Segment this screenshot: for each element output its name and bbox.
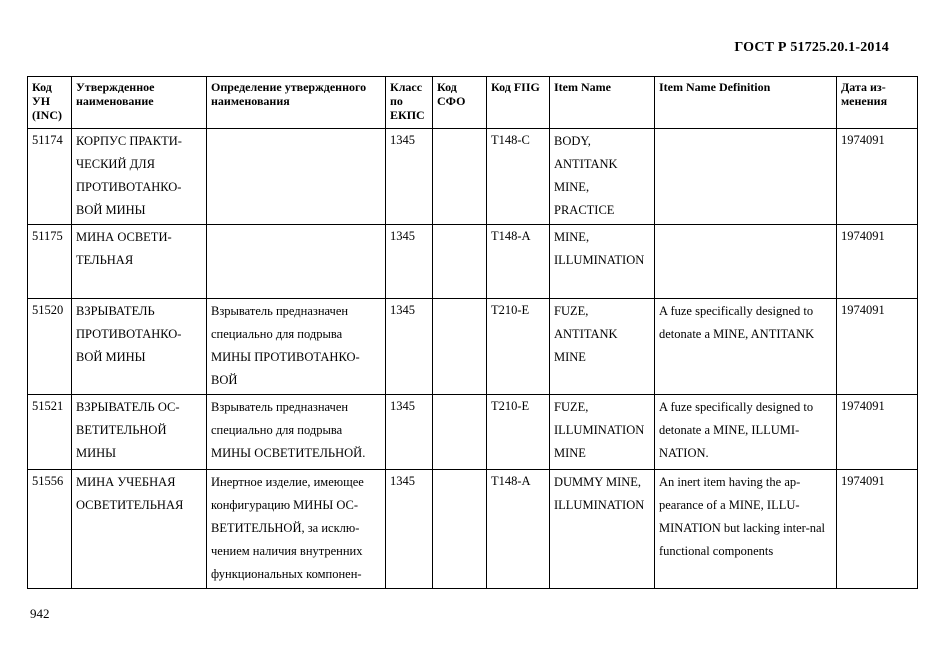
cell-approved-name: ВЗРЫВАТЕЛЬ ОС-ВЕТИТЕЛЬНОЙ МИНЫ xyxy=(72,395,207,470)
table-header xyxy=(28,77,918,129)
cell-change-date: 1974091 xyxy=(837,225,918,299)
cell-inc: 51521 xyxy=(28,395,72,470)
cell-inc: 51175 xyxy=(28,225,72,299)
header-ekps-class: Класс по ЕКПС xyxy=(386,77,433,129)
page-number: 942 xyxy=(30,606,50,621)
cell-ekps-class: 1345 xyxy=(386,395,433,470)
cell-ekps-class: 1345 xyxy=(386,129,433,225)
cell-item-name-definition xyxy=(655,225,837,299)
cell-fiig-code: T148-A xyxy=(487,225,550,299)
header-definition: Определение утвержденного наименования xyxy=(207,77,386,129)
table-row xyxy=(28,395,918,470)
cell-item-name: MINE, ILLUMINATION xyxy=(550,225,655,299)
cell-ekps-class: 1345 xyxy=(386,225,433,299)
cell-sfo-code xyxy=(433,395,487,470)
cell-sfo-code xyxy=(433,470,487,589)
cell-item-name-definition: A fuze specifically designed to detonate a MINE, ANTITANK xyxy=(655,299,837,395)
cell-approved-name: КОРПУС ПРАКТИ-ЧЕСКИЙ ДЛЯ ПРОТИВОТАНКО-ВОЙ МИНЫ xyxy=(72,129,207,225)
document-title: ГОСТ Р 51725.20.1-2014 xyxy=(734,40,889,55)
header-fiig-code: Код FIIG xyxy=(487,77,550,129)
cell-item-name: BODY, ANTITANK MINE, PRACTICE xyxy=(550,129,655,225)
cell-change-date: 1974091 xyxy=(837,395,918,470)
cell-definition xyxy=(207,225,386,299)
table-body xyxy=(28,129,918,589)
cell-change-date: 1974091 xyxy=(837,299,918,395)
cell-sfo-code xyxy=(433,299,487,395)
cell-approved-name: МИНА ОСВЕТИ-ТЕЛЬНАЯ xyxy=(72,225,207,299)
table-row xyxy=(28,129,918,225)
cell-fiig-code: T210-E xyxy=(487,395,550,470)
table-row xyxy=(28,299,918,395)
header-row xyxy=(28,77,918,129)
header-inc: Код УН (INC) xyxy=(28,77,72,129)
cell-fiig-code: T210-E xyxy=(487,299,550,395)
cell-fiig-code: T148-C xyxy=(487,129,550,225)
cell-item-name: FUZE, ILLUMINATION MINE xyxy=(550,395,655,470)
cell-inc: 51174 xyxy=(28,129,72,225)
cell-sfo-code xyxy=(433,225,487,299)
cell-item-name: FUZE, ANTITANK MINE xyxy=(550,299,655,395)
cell-definition xyxy=(207,129,386,225)
cell-ekps-class: 1345 xyxy=(386,470,433,589)
cell-change-date: 1974091 xyxy=(837,129,918,225)
cell-approved-name: ВЗРЫВАТЕЛЬ ПРОТИВОТАНКО-ВОЙ МИНЫ xyxy=(72,299,207,395)
header-approved-name: Утвержденное наименование xyxy=(72,77,207,129)
header-sfo-code: Код СФО xyxy=(433,77,487,129)
cell-approved-name: МИНА УЧЕБНАЯ ОСВЕТИТЕЛЬНАЯ xyxy=(72,470,207,589)
nomenclature-table xyxy=(27,76,918,589)
cell-item-name-definition: An inert item having the ap-pearance of a MINE, ILLU-MINATION but lacking inter-nal functional components xyxy=(655,470,837,589)
cell-item-name: DUMMY MINE, ILLUMINATION xyxy=(550,470,655,589)
cell-ekps-class: 1345 xyxy=(386,299,433,395)
header-item-name-definition: Item Name Definition xyxy=(655,77,837,129)
header-change-date: Дата из-менения xyxy=(837,77,918,129)
table-row xyxy=(28,225,918,299)
cell-inc: 51520 xyxy=(28,299,72,395)
table-row xyxy=(28,470,918,589)
cell-definition: Инертное изделие, имеющее конфигурацию МИНЫ ОС-ВЕТИТЕЛЬНОЙ, за исклю-чением наличия внутренних функциональных компонен- xyxy=(207,470,386,589)
cell-item-name-definition xyxy=(655,129,837,225)
cell-definition: Взрыватель предназначен специально для подрыва МИНЫ ОСВЕТИТЕЛЬНОЙ. xyxy=(207,395,386,470)
cell-change-date: 1974091 xyxy=(837,470,918,589)
header-item-name: Item Name xyxy=(550,77,655,129)
cell-inc: 51556 xyxy=(28,470,72,589)
cell-fiig-code: T148-A xyxy=(487,470,550,589)
cell-definition: Взрыватель предназначен специально для подрыва МИНЫ ПРОТИВОТАНКО-ВОЙ xyxy=(207,299,386,395)
cell-sfo-code xyxy=(433,129,487,225)
cell-item-name-definition: A fuze specifically designed to detonate a MINE, ILLUMI-NATION. xyxy=(655,395,837,470)
